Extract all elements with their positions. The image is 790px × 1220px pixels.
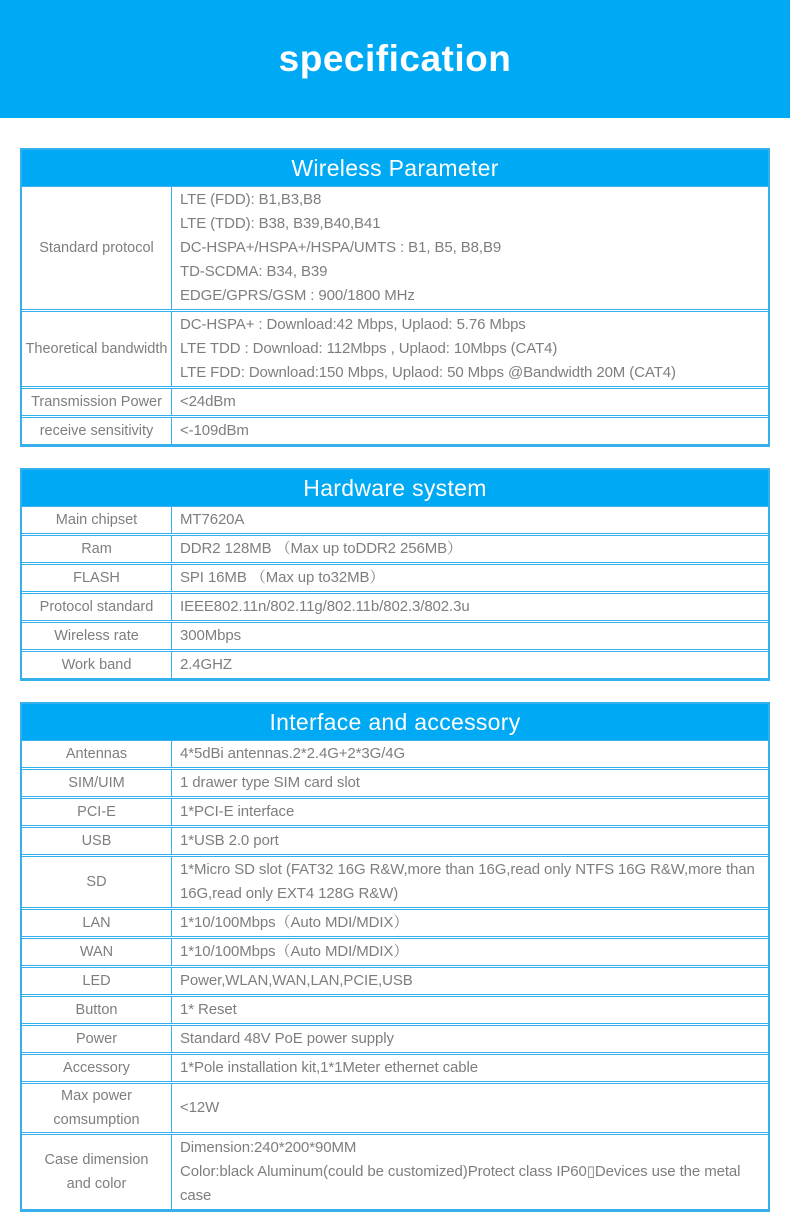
table-row [22, 417, 768, 445]
page-title: specification [278, 38, 512, 79]
row-label-line: Protocol standard [39, 599, 154, 615]
row-value-line: Dimension:240*200*90MM [180, 1139, 357, 1156]
table-row [22, 740, 768, 768]
table-row [22, 564, 768, 592]
row-value-line: TD-SCDMA: B34, B39 [180, 263, 328, 280]
table-title: Interface and accessory [269, 708, 521, 735]
row-value-line: 1*USB 2.0 port [180, 832, 279, 849]
table-row [22, 1134, 768, 1210]
row-label-line: Transmission Power [31, 394, 162, 410]
row-value-line: LTE (FDD): B1,B3,B8 [180, 191, 322, 208]
row-value [172, 1026, 768, 1052]
table-row [22, 622, 768, 650]
spec-table [20, 702, 770, 1212]
row-value-line: 1*Micro SD slot (FAT32 16G R&W,more than 16G,read only NTFS 16G R&W,more than 16G,read only EXT4 128G R&W) [180, 861, 755, 902]
row-value [172, 507, 768, 533]
table-body [22, 506, 768, 679]
row-label-line: Accessory [63, 1060, 130, 1076]
row-value-line: 1* Reset [180, 1001, 237, 1018]
row-value [172, 1084, 768, 1132]
row-label-line: Antennas [65, 746, 128, 762]
row-label-line: Case dimension [44, 1152, 149, 1168]
table-row [22, 186, 768, 310]
row-label [22, 997, 172, 1023]
table-row [22, 967, 768, 995]
table-row [22, 856, 768, 908]
row-value [172, 652, 768, 678]
row-value-line: LTE FDD: Download:150 Mbps, Uplaod: 50 Mbps @Bandwidth 20M (CAT4) [180, 364, 676, 381]
row-value-line: EDGE/GPRS/GSM : 900/1800 MHz [180, 287, 415, 304]
row-label-line: SD [86, 874, 107, 890]
table-row [22, 996, 768, 1024]
row-value [172, 910, 768, 936]
row-value-line: 2.4GHZ [180, 656, 232, 673]
row-label-line: and color [66, 1176, 127, 1192]
row-label [22, 939, 172, 965]
row-label-line: PCI-E [77, 804, 116, 820]
row-value-line: Power,WLAN,WAN,LAN,PCIE,USB [180, 972, 413, 989]
row-label-line: SIM/UIM [68, 775, 125, 791]
row-label [22, 1026, 172, 1052]
row-label [22, 536, 172, 562]
row-value-line: 1 drawer type SIM card slot [180, 774, 360, 791]
row-label [22, 1084, 172, 1132]
row-value [172, 828, 768, 854]
row-value-line: 1*PCI-E interface [180, 803, 295, 820]
row-value [172, 565, 768, 591]
row-value-line: LTE (TDD): B38, B39,B40,B41 [180, 215, 381, 232]
row-label [22, 857, 172, 907]
row-label-line: Work band [61, 657, 132, 673]
row-label-line: Ram [81, 541, 112, 557]
table-row [22, 769, 768, 797]
row-label [22, 828, 172, 854]
table-body [22, 186, 768, 445]
table-row [22, 1054, 768, 1082]
table-row [22, 827, 768, 855]
row-value [172, 741, 768, 767]
row-value-line: DC-HSPA+ : Download:42 Mbps, Uplaod: 5.76 Mbps [180, 316, 526, 333]
row-label [22, 1055, 172, 1081]
table-header [22, 470, 768, 506]
banner [0, 0, 790, 118]
table-row [22, 1083, 768, 1133]
row-label-line: WAN [79, 944, 114, 960]
row-label [22, 312, 172, 386]
row-label-line: LED [82, 973, 111, 989]
row-label [22, 507, 172, 533]
row-label [22, 594, 172, 620]
table-body [22, 740, 768, 1210]
row-value [172, 312, 768, 386]
row-label [22, 741, 172, 767]
row-label [22, 389, 172, 415]
row-label [22, 565, 172, 591]
row-label [22, 968, 172, 994]
spec-table [20, 468, 770, 681]
table-header [22, 704, 768, 740]
row-value [172, 623, 768, 649]
row-value-line: 1*10/100Mbps（Auto MDI/MDIX） [180, 914, 409, 931]
table-row [22, 311, 768, 387]
row-label-line: FLASH [73, 570, 120, 586]
row-label-line: Standard protocol [39, 240, 154, 256]
table-header [22, 150, 768, 186]
row-value [172, 389, 768, 415]
row-label [22, 652, 172, 678]
row-label-line: LAN [82, 915, 111, 931]
row-value-line: 300Mbps [180, 627, 242, 644]
row-value-line: Standard 48V PoE power supply [180, 1030, 394, 1047]
row-value [172, 1135, 768, 1209]
row-value-line: IEEE802.11n/802.11g/802.11b/802.3/802.3u [180, 598, 470, 615]
table-row [22, 909, 768, 937]
table-title: Wireless Parameter [291, 154, 499, 181]
row-label-line: Theoretical bandwidth [25, 341, 168, 357]
row-label [22, 1135, 172, 1209]
row-value-line: <-109dBm [180, 422, 249, 439]
row-label-line: Button [75, 1002, 118, 1018]
table-row [22, 593, 768, 621]
row-value-line: <24dBm [180, 393, 236, 410]
row-value [172, 594, 768, 620]
row-value [172, 939, 768, 965]
spec-tables-container [0, 118, 790, 1220]
row-value [172, 418, 768, 444]
table-row [22, 651, 768, 679]
row-value-line: DDR2 128MB （Max up toDDR2 256MB） [180, 540, 462, 557]
table-row [22, 938, 768, 966]
table-row [22, 798, 768, 826]
table-title: Hardware system [303, 474, 487, 501]
row-label [22, 187, 172, 309]
row-value-line: LTE TDD : Download: 112Mbps , Uplaod: 10Mbps (CAT4) [180, 340, 558, 357]
row-value [172, 187, 768, 309]
row-label [22, 418, 172, 444]
row-label-line: receive sensitivity [39, 423, 154, 439]
row-value-line: <12W [180, 1099, 220, 1116]
spec-table [20, 148, 770, 447]
row-label-line: USB [81, 833, 112, 849]
row-value [172, 997, 768, 1023]
row-value [172, 799, 768, 825]
row-label [22, 910, 172, 936]
row-value [172, 857, 768, 907]
table-row [22, 535, 768, 563]
row-label-line: Wireless rate [54, 628, 139, 644]
row-value [172, 1055, 768, 1081]
table-row [22, 506, 768, 534]
row-value-line: MT7620A [180, 511, 245, 528]
row-value [172, 536, 768, 562]
row-label-line: Max power comsumption [53, 1088, 140, 1128]
row-value [172, 770, 768, 796]
row-value-line: 1*10/100Mbps（Auto MDI/MDIX） [180, 943, 409, 960]
row-value-line: DC-HSPA+/HSPA+/HSPA/UMTS : B1, B5, B8,B9 [180, 239, 502, 256]
table-row [22, 388, 768, 416]
row-label-line: Power [75, 1031, 118, 1047]
row-value-line: SPI 16MB （Max up to32MB） [180, 569, 385, 586]
row-value-line: 1*Pole installation kit,1*1Meter ethernet cable [180, 1059, 478, 1076]
row-label [22, 799, 172, 825]
row-label [22, 770, 172, 796]
row-value-line: 4*5dBi antennas.2*2.4G+2*3G/4G [180, 745, 406, 762]
row-label-line: Main chipset [55, 512, 138, 528]
row-value [172, 968, 768, 994]
row-label [22, 623, 172, 649]
row-value-line: Color:black Aluminum(could be customized)Protect class IP60▯Devices use the metal case [180, 1163, 741, 1204]
table-row [22, 1025, 768, 1053]
